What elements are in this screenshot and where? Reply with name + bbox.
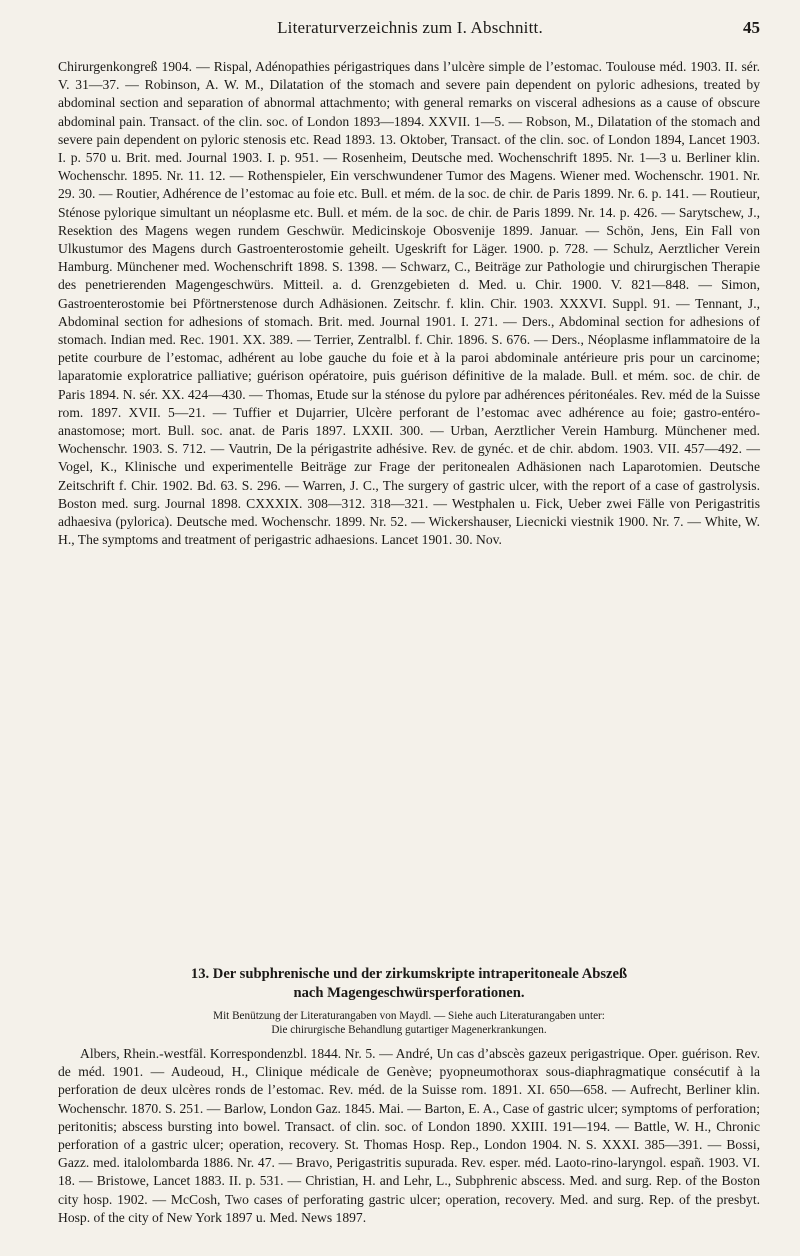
section-heading	[58, 965, 760, 1003]
running-title: Literaturverzeichnis zum I. Abschnitt.	[277, 18, 543, 37]
reference-list-continued: Chirurgenkongreß 1904. — Rispal, Adénopathies périgastriques dans l’ulcère simple de l’estomac. Toulouse méd. 1903. II. sér. V. 31—37. — Robinson, A. W. M., Dilatation of the stomach and severe pain dependent on pyloric adhesions, treated by abdominal section and separation of abnormal attachmento; with general remarks on visceral adhesions as a cause of obscure abdominal pain. Transact. of the clin. soc. of London 1893—1894. XXVII. 1—5. — Robson, M., Dilatation of the stomach and severe pain dependent on pyloric stenosis etc. Read 1893. 13. Oktober, Transact. of the clin. soc. of London 1894, Lancet 1903. I. p. 570 u. Brit. med. Journal 1903. I. p. 951. — Rosenheim, Deutsche med. Wochenschrift 1895. Nr. 1—3 u. Berliner klin. Wochenschr. 1895. Nr. 11. 12. — Rothenspieler, Ein verschwundener Tumor des Magens. Wiener med. Wochenschr. 1901. Nr. 29. 30. — Routier, Adhérence de l’estomac au foie etc. Bull. et mém. de la soc. de chir. de Paris 1899. Nr. 6. p. 141. — Routieur, Sténose pylorique simultant un néoplasme etc. Bull. et mém. de la soc. de chir. de Paris 1899. Nr. 14. p. 426. — Sarytschew, J., Resektion des Magens wegen rundem Geschwür. Medicinskoje Obosvenije 1899. Januar. — Schön, Jens, Ein Fall von Ulkustumor des Magens durch Gastroenterostomie geheilt. Ugeskrift for Läger. 1900. p. 728. — Schulz, Aerztlicher Verein Hamburg. Münchener med. Wochenschrift 1898. S. 1398. — Schwarz, C., Beiträge zur Pathologie und chirurgischen Therapie des penetrierenden Magengeschwürs. Mitteil. a. d. Grenzgebieten d. Med. u. Chir. 1900. V. 821—848. — Simon, Gastroenterostomie bei Pförtnerstenose durch Adhäsionen. Zeitschr. f. klin. Chir. 1903. XXXVI. Suppl. 91. — Tennant, J., Abdominal section for adhesions of stomach. Brit. med. Journal 1901. I. 271. — Ders., Abdominal section for adhesions of stomach. Indian med. Rec. 1901. XX. 389. — Terrier, Zentralbl. f. Chir. 1896. S. 676. — Ders., Néoplasme inflammatoire de la petite courbure de l’estomac, adhérent au lobe gauche du foie et à la paroi abdominale antérieure pris pour un carcinome; laparatomie exploratrice palliative; guérison opératoire, puis guérison définitive de la malade. Bull. et mém. soc. de chir. de Paris 1894. N. sér. XX. 424—430. — Thomas, Etude sur la sténose du pylore par adhérences péritonéales. Rev. méd de la Suisse rom. 1897. XVII. 5—21. — Tuffier et Dujarrier, Ulcère perforant de l’estomac avec adhérence au foie; gastro-entéro-anastomose; mort. Bull. soc. anat. de Paris 1897. LXXII. 300. — Urban, Aerztlicher Verein Hamburg. Münchener med. Wochenschr. 1903. S. 712. — Vautrin, De la périgastrite adhésive. Rev. de gynéc. et de chir. abdom. 1903. VII. 457—492. — Vogel, K., Klinische und experimentelle Beiträge zur Frage der peritonealen Adhäsionen nach Laparotomien. Deutsche Zeitschrift f. Chir. 1902. Bd. 63. S. 296. — Warren, J. C., The surgery of gastric ulcer, with the report of a case of gastrolysis. Boston med. surg. Journal 1898. CXXXIX. 308—312. 318—321. — Westphalen u. Fick, Ueber zwei Fälle von Perigastritis adhaesiva (pylorica). Deutsche med. Wochenschr. 1899. Nr. 52. — Wickershauser, Liecnicki viestnik 1900. Nr. 7. — White, W. H., The symptoms and treatment of perigastric adhaesions. Lancet 1901. 30. Nov.	[58, 59, 760, 548]
section-note	[58, 1010, 760, 1037]
running-head	[60, 18, 760, 44]
section-note-line-1: Mit Benützung der Literaturangaben von Maydl. — Siehe auch Literaturangaben unter:	[213, 1010, 605, 1022]
page-number: 45	[743, 18, 760, 37]
section-note-line-2: Die chirurgische Behandlung gutartiger Magenerkrankungen.	[271, 1023, 547, 1036]
section-heading-line-2: nach Magengeschwürsperforationen.	[293, 985, 525, 1001]
reference-list-section-13: Albers, Rhein.-westfäl. Korrespondenzbl. 1844. Nr. 5. — André, Un cas d’abscès gazeux perigastrique. Oper. guérison. Rev. de méd. 1901. — Audeoud, H., Clinique médicale de Genève; pyopneumothorax sous-diaphragmatique consécutif à la perforation de deux ulcères ronds de l’estomac. Rev. méd. de la Suisse rom. 1891. XI. 650—658. — Aufrecht, Berliner klin. Wochenschr. 1870. S. 251. — Barlow, London Gaz. 1845. Mai. — Barton, E. A., Case of gastric ulcer; symptoms of perforation; peritonitis; abscess bursting into bowel. Transact. of clin. soc. of London 1890. XXIII. 191—194. — Battle, W. H., Chronic perforation of a gastric ulcer; operation, recovery. St. Thomas Hosp. Rep., London 1904. N. S. XXXI. 385—391. — Bossi, Gazz. med. italolombarda 1886. Nr. 47. — Bravo, Perigastritis supurada. Rev. esper. méd. Laoto-rino-laryngol. españ. 1903. VI. 18. — Bristowe, Lancet 1883. II. p. 531. — Christian, H. and Lehr, L., Subphrenic abscess. Med. and surg. Rep. of the Boston city hosp. 1902. — McCosh, Two cases of perforating gastric ulcer; operation, recovery. Med. and surg. Rep. of the presbyt. Hosp. of the city of New York 1897 u. Med. News 1897.	[58, 1046, 760, 1225]
section-heading-line-1: 13. Der subphrenische und der zirkumskripte intraperitoneale Abszeß	[190, 966, 628, 982]
